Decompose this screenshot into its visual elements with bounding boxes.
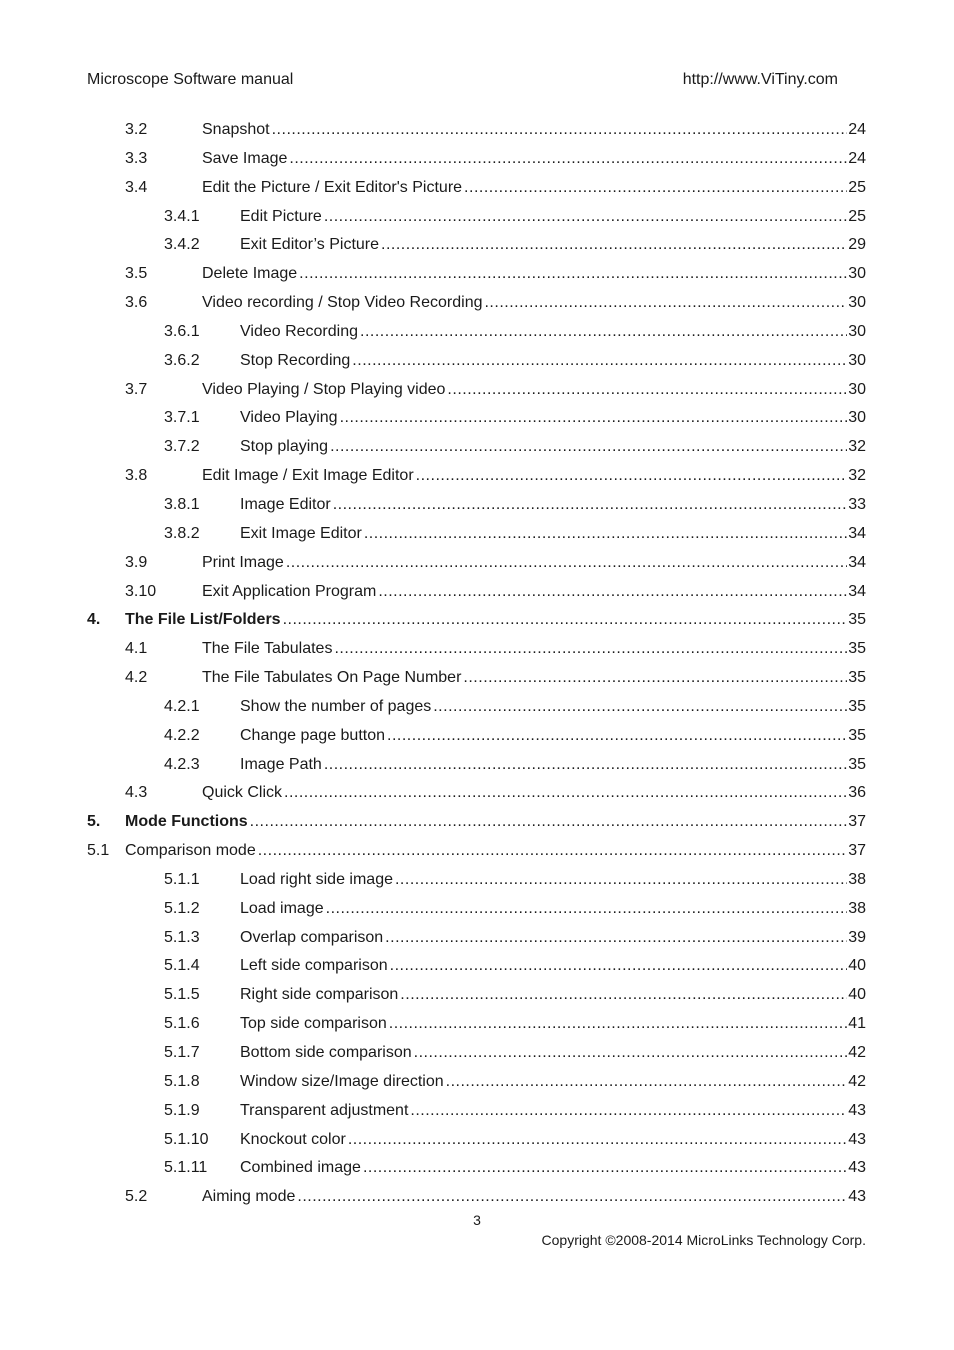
toc-entry-page: 43 [848,1188,866,1206]
dot-leader [330,433,847,462]
toc-entry[interactable] [0,1183,954,1212]
toc-entry-number: 5.1.1 [164,870,200,888]
dot-leader [446,1068,848,1097]
toc-entry-number: 4.3 [125,784,148,802]
toc-entry-page: 37 [848,842,866,860]
toc-entry-line [240,520,866,549]
page-number: 3 [473,1212,481,1228]
toc-entry-number: 3.4 [125,178,148,196]
dot-leader [378,578,847,607]
toc-entry-line [240,1126,866,1155]
toc-entry-line [202,578,866,607]
dot-leader [364,520,847,549]
toc-entry-title: Top side comparison [240,1015,387,1033]
dot-leader [433,693,847,722]
toc-entry-title: Edit Picture [240,207,322,225]
toc-entry-page: 30 [848,380,866,398]
toc-entry-page: 30 [848,265,866,283]
dot-leader [484,289,847,318]
toc-entry-page: 30 [848,409,866,427]
toc-entry-page: 39 [848,928,866,946]
toc-entry[interactable] [0,578,954,607]
dot-leader [340,404,848,433]
dot-leader [250,808,848,837]
toc-entry[interactable] [0,693,954,722]
toc-entry[interactable] [0,231,954,260]
toc-entry-number: 3.7.1 [164,409,200,427]
dot-leader [324,203,847,232]
toc-entry-title: The File List/Folders [125,611,281,629]
dot-leader [352,347,847,376]
toc-entry-line [240,347,866,376]
toc-entry-title: Stop Recording [240,351,351,369]
dot-leader [464,174,847,203]
toc-entry-page: 24 [848,121,866,138]
table-of-contents [0,116,954,1212]
toc-entry-number: 5.1.3 [164,928,200,946]
toc-entry-number: 4. [87,611,101,629]
toc-entry-line [125,606,866,635]
toc-entry-title: Right side comparison [240,986,399,1004]
toc-entry-line [202,549,866,578]
toc-entry[interactable] [0,837,954,866]
toc-entry-page: 42 [848,1044,866,1061]
dot-leader [385,924,847,953]
toc-entry-number: 5.1.10 [164,1130,209,1148]
toc-entry-line [240,1010,866,1039]
toc-entry-number: 3.6.1 [164,322,200,340]
toc-entry-title: Show the number of pages [240,697,432,715]
toc-entry-number: 5.1.8 [164,1072,200,1090]
dot-leader [283,606,848,635]
toc-entry-number: 5. [87,813,101,831]
toc-entry-title: Bottom side comparison [240,1044,412,1061]
toc-entry-page: 30 [848,294,866,312]
toc-entry-number: 3.7 [125,380,148,398]
toc-entry-number: 3.5 [125,265,148,283]
toc-entry-page: 40 [848,986,866,1004]
dot-leader [400,981,847,1010]
toc-entry-page: 35 [848,611,866,629]
toc-entry-title: Load right side image [240,870,393,888]
toc-entry[interactable] [0,924,954,953]
toc-entry-line [240,231,866,260]
toc-entry-title: Exit Application Program [202,582,377,600]
toc-entry[interactable] [0,779,954,808]
toc-entry[interactable] [0,260,954,289]
toc-entry-line [202,289,866,318]
toc-entry-line [202,635,866,664]
toc-entry[interactable] [0,549,954,578]
toc-entry-number: 3.8.2 [164,524,200,542]
toc-entry-page: 35 [848,640,866,658]
toc-entry[interactable] [0,1126,954,1155]
toc-entry-title: Mode Functions [125,813,248,831]
toc-entry-page: 30 [848,351,866,369]
dot-leader [390,952,848,981]
toc-entry-number: 5.1.9 [164,1101,200,1119]
dot-leader [299,260,847,289]
toc-entry-number: 3.4.2 [164,236,200,254]
toc-entry-page: 33 [848,495,866,513]
toc-entry-title: Video recording / Stop Video Recording [202,294,483,312]
toc-entry-number: 3.2 [125,121,148,138]
dot-leader [286,549,847,578]
toc-entry[interactable] [0,895,954,924]
toc-entry-title: Video Playing [240,409,338,427]
dot-leader [348,1126,847,1155]
toc-entry-line [240,491,866,520]
dot-leader [272,116,848,145]
dot-leader [387,722,847,751]
toc-entry[interactable] [0,520,954,549]
toc-entry-number: 5.1.7 [164,1044,200,1061]
toc-entry-title: Left side comparison [240,957,388,975]
toc-entry-number: 4.2.3 [164,755,200,773]
toc-entry-line [125,837,866,866]
toc-entry-number: 3.6.2 [164,351,200,369]
dot-leader [333,491,847,520]
toc-entry-title: Combined image [240,1159,361,1177]
toc-entry-line [240,1068,866,1097]
toc-entry-number: 5.1.5 [164,986,200,1004]
dot-leader [360,318,847,347]
toc-entry-title: Load image [240,899,324,917]
dot-leader [463,664,847,693]
toc-entry[interactable] [0,174,954,203]
toc-entry-page: 35 [848,669,866,687]
toc-entry-page: 25 [848,207,866,225]
toc-entry-title: Knockout color [240,1130,346,1148]
dot-leader [284,779,847,808]
dot-leader [447,376,847,405]
toc-entry-page: 40 [848,957,866,975]
toc-entry-number: 5.1 [87,842,110,860]
header-url: http://www.ViTiny.com [682,71,838,88]
dot-leader [410,1097,847,1126]
toc-entry-line [202,779,866,808]
toc-entry-line [240,1154,866,1183]
toc-entry-number: 3.4.1 [164,207,200,225]
toc-entry-number: 4.2 [125,669,148,687]
toc-entry-title: Image Path [240,755,322,773]
dot-leader [389,1010,847,1039]
toc-entry-line [240,895,866,924]
toc-entry-page: 37 [848,813,866,831]
toc-entry-title: Window size/Image direction [240,1072,444,1090]
toc-entry-page: 35 [848,697,866,715]
toc-entry-page: 34 [848,553,866,571]
toc-entry-page: 25 [848,178,866,196]
toc-entry-title: Snapshot [202,121,270,138]
toc-entry-line [240,952,866,981]
toc-entry-title: Video Recording [240,322,359,340]
toc-entry-number: 5.1.4 [164,957,200,975]
toc-entry[interactable] [0,404,954,433]
toc-entry-line [240,751,866,780]
toc-entry-line [240,1039,866,1068]
toc-entry-line [125,808,866,837]
toc-entry[interactable] [0,981,954,1010]
toc-entry-title: Comparison mode [125,842,256,860]
toc-entry-title: Quick Click [202,784,283,802]
toc-entry-title: Exit Image Editor [240,524,362,542]
toc-entry[interactable] [0,1039,954,1068]
toc-entry-page: 32 [848,467,866,485]
toc-entry-line [202,376,866,405]
toc-entry-page: 43 [848,1130,866,1148]
toc-entry-title: Edit the Picture / Exit Editor's Picture [202,178,463,196]
toc-entry-page: 35 [848,755,866,773]
header-title: Microscope Software manual [87,71,294,88]
toc-entry[interactable] [0,751,954,780]
toc-entry-line [240,924,866,953]
toc-entry-number: 4.2.1 [164,697,200,715]
toc-entry-page: 43 [848,1159,866,1177]
toc-entry-title: Exit Editor’s Picture [240,236,380,254]
toc-entry-line [202,1183,866,1212]
toc-entry-number: 3.6 [125,294,148,312]
toc-entry-page: 29 [848,236,866,254]
toc-entry-line [240,1097,866,1126]
toc-entry-page: 38 [848,899,866,917]
toc-entry[interactable] [0,145,954,174]
toc-entry-title: Change page button [240,726,386,744]
toc-entry-title: Edit Image / Exit Image Editor [202,467,414,485]
toc-entry-number: 4.2.2 [164,726,200,744]
toc-entry-page: 41 [848,1015,866,1033]
toc-entry-line [240,866,866,895]
toc-entry-line [240,722,866,751]
copyright-notice: Copyright ©2008-2014 MicroLinks Technology Corp. [541,1232,866,1248]
toc-entry-number: 5.1.11 [164,1159,208,1177]
toc-entry[interactable] [0,318,954,347]
toc-entry[interactable] [0,347,954,376]
toc-entry-line [202,145,866,174]
toc-entry-title: The File Tabulates On Page Number [202,669,462,687]
dot-leader [297,1183,847,1212]
dot-leader [324,751,847,780]
toc-entry-page: 30 [848,322,866,340]
toc-entry-page: 35 [848,726,866,744]
toc-entry[interactable] [0,462,954,491]
toc-entry-number: 5.1.6 [164,1015,200,1033]
dot-leader [258,837,847,866]
dot-leader [414,1039,848,1068]
toc-entry-number: 5.1.2 [164,899,200,917]
toc-entry[interactable] [0,491,954,520]
toc-entry-title: Transparent adjustment [240,1101,409,1119]
dot-leader [395,866,847,895]
toc-entry-title: Delete Image [202,265,298,283]
toc-entry-line [240,433,866,462]
toc-entry-page: 36 [848,784,866,802]
toc-entry-number: 3.8.1 [164,495,200,513]
toc-entry-title: Stop playing [240,438,329,456]
toc-entry-line [240,203,866,232]
dot-leader [363,1154,847,1183]
toc-entry-number: 5.2 [125,1188,148,1206]
toc-entry[interactable] [0,1154,954,1183]
toc-entry-page: 38 [848,870,866,888]
toc-entry-number: 3.10 [125,582,157,600]
dot-leader [381,231,847,260]
toc-entry-number: 3.7.2 [164,438,200,456]
toc-entry[interactable] [0,289,954,318]
toc-entry-page: 32 [848,438,866,456]
toc-entry-title: Print Image [202,553,284,571]
toc-entry[interactable] [0,203,954,232]
toc-entry-line [202,664,866,693]
toc-entry-page: 42 [848,1072,866,1090]
toc-entry-title: The File Tabulates [202,640,333,658]
toc-entry-page: 24 [848,149,866,167]
toc-entry[interactable] [0,376,954,405]
toc-entry-line [240,318,866,347]
toc-entry-title: Overlap comparison [240,928,384,946]
toc-entry-page: 43 [848,1101,866,1119]
toc-entry[interactable] [0,1010,954,1039]
toc-entry[interactable] [0,635,954,664]
toc-entry-line [202,260,866,289]
toc-entry-line [202,116,866,145]
toc-entry-number: 3.8 [125,467,148,485]
dot-leader [289,145,847,174]
toc-entry[interactable] [0,866,954,895]
toc-entry-page: 34 [848,582,866,600]
dot-leader [334,635,847,664]
toc-entry-line [240,981,866,1010]
toc-entry[interactable] [0,1068,954,1097]
dot-leader [416,462,848,491]
toc-entry-line [202,174,866,203]
toc-entry-line [240,693,866,722]
toc-entry-number: 4.1 [125,640,148,658]
toc-entry-page: 34 [848,524,866,542]
toc-entry-title: Aiming mode [202,1188,296,1206]
toc-entry[interactable] [0,952,954,981]
toc-entry[interactable] [0,606,954,635]
dot-leader [326,895,848,924]
toc-entry[interactable] [0,433,954,462]
toc-entry[interactable] [0,808,954,837]
toc-entry-line [202,462,866,491]
toc-entry-title: Image Editor [240,495,331,513]
toc-entry[interactable] [0,664,954,693]
toc-entry[interactable] [0,722,954,751]
toc-entry[interactable] [0,116,954,145]
toc-entry-number: 3.3 [125,149,148,167]
toc-entry-title: Video Playing / Stop Playing video [202,380,446,398]
toc-entry-line [240,404,866,433]
toc-entry[interactable] [0,1097,954,1126]
toc-entry-number: 3.9 [125,553,148,571]
toc-entry-title: Save Image [202,149,288,167]
